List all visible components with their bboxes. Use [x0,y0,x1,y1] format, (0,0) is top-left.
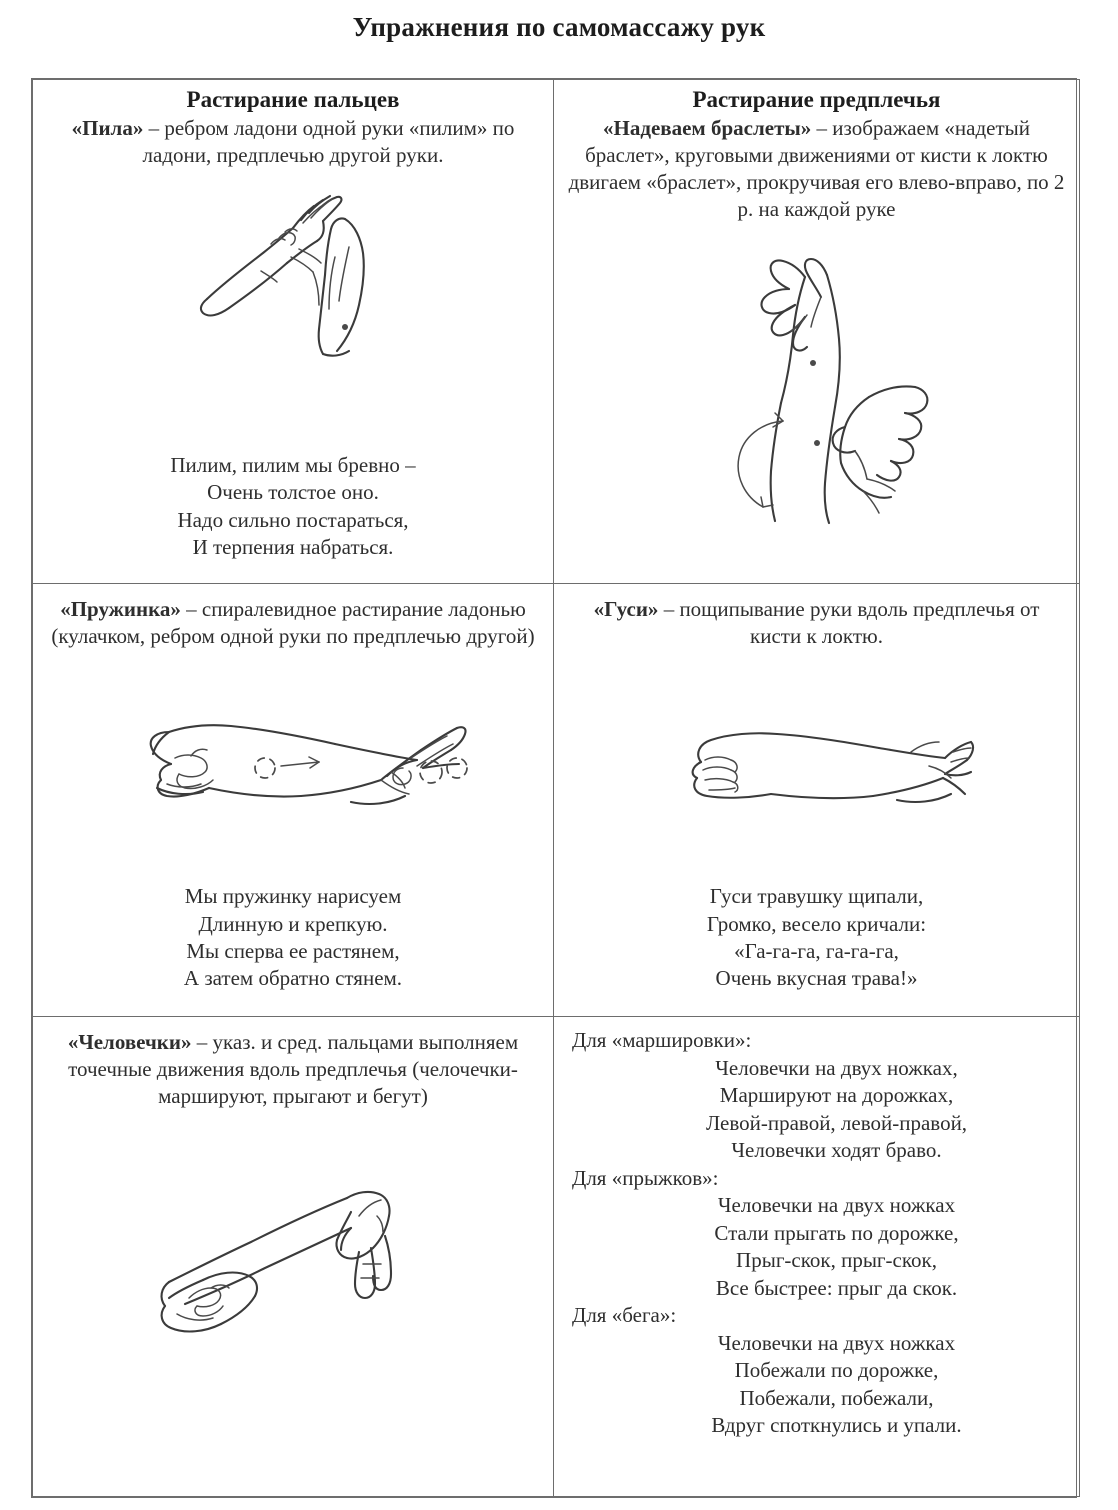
cell-geese-pinching [554,584,1080,1017]
poem-section-label: Для «бега»: [572,1303,677,1328]
poem-section-label: Для «маршировки»: [572,1028,752,1053]
table-row [33,1017,1080,1497]
poem-section-label: Для «прыжков»: [572,1165,719,1190]
two-hands-sawing-icon [47,187,539,362]
description-term: «Пружинка» [60,597,181,622]
poem-line: Прыг-скок, прыг-скок, [736,1248,937,1273]
poem-line: Громко, весело кричали: [706,911,927,936]
poem-line: Надо сильно постараться, [177,507,409,532]
poem-line: Длинную и крепкую. [198,911,388,936]
poem-line: Побежали по дорожке, [734,1358,939,1383]
poem-line: И терпения набраться. [192,534,394,559]
fingers-walking-on-forearm-icon [47,1156,539,1356]
poem-line: Все быстрее: прыг да скок. [715,1275,958,1300]
description-term: «Человечки» [67,1030,192,1055]
exercise-table [32,79,1080,1497]
table-row [33,80,1080,584]
poem-line: Левой-правой, левой-правой, [705,1110,968,1135]
cell-description [47,596,539,650]
poem-line: Гуси травушку щипали, [709,884,924,909]
cell-forearm-rubbing [554,80,1080,584]
poem-line: Человечки на двух ножках, [715,1055,958,1080]
poem-line: Стали прыгать по дорожке, [714,1220,959,1245]
cell-description [47,1029,539,1110]
poem-line: «Га-га-га, га-га-га, [734,938,899,963]
description-term: «Надеваем браслеты» [602,116,812,141]
poem-line: Побежали, побежали, [739,1385,934,1410]
cell-description [568,115,1065,223]
poem-line: Мы сперва ее растянем, [186,938,400,963]
poem-line: Пилим, пилим мы бревно – [170,452,416,477]
description-term: «Гуси» [593,597,659,622]
description-text: – изображаем «надетый браслет», круговыми движениями от кисти к локтю двигаем «браслет», прокручивая его влево-вправо, по 2 р. на каждой руке [568,116,1065,221]
cell-spring-rubbing [33,584,554,1017]
cell-description [47,115,539,169]
poem-line: Очень толстое оно. [207,480,379,505]
cell-description [568,596,1065,650]
poem-marching [568,1027,1065,1440]
poem-sawing [47,452,539,561]
poem-line: Мы пружинку нарисуем [184,884,402,909]
poem-line: Человечки на двух ножках [717,1330,956,1355]
poem-line: Человечки на двух ножках [717,1193,956,1218]
cell-heading: Растирание пальцев [186,87,400,112]
cell-little-men-poems [554,1017,1080,1497]
page-title: Упражнения по самомассажу рук [352,12,766,42]
description-text: – указ. и сред. пальцами выполняем точечные движения вдоль предплечья (челочечки-маршируют, прыгают и бегут) [68,1030,519,1109]
fist-sliding-along-forearm-icon [47,676,539,826]
description-text: – спиралевидное растирание ладонью (кулачком, ребром одной руки по предплечью другой) [51,597,535,648]
table-row [33,584,1080,1017]
description-text: – пощипывание руки вдоль предплечья от кисти к локтю. [658,597,1040,648]
cell-heading: Растирание предплечья [692,87,941,112]
poem-line: А затем обратно стянем. [183,966,403,991]
hand-pinching-forearm-icon [568,700,1065,840]
description-term: «Пила» [71,116,144,141]
poem-line: Человечки ходят браво. [731,1138,942,1163]
poem-spring [47,883,539,992]
description-text: – ребром ладони одной руки «пилим» по ладони, предплечью другой руки. [142,116,515,167]
cell-little-men [33,1017,554,1497]
poem-line: Вдруг споткнулись и упали. [711,1413,962,1438]
poem-geese [568,883,1065,992]
poem-line: Маршируют на дорожках, [719,1083,954,1108]
poem-line: Очень вкусная трава!» [715,966,918,991]
cell-finger-rubbing [33,80,554,584]
exercise-table-wrapper [31,78,1077,1498]
hand-gripping-forearm-bracelet-icon [568,235,1065,525]
